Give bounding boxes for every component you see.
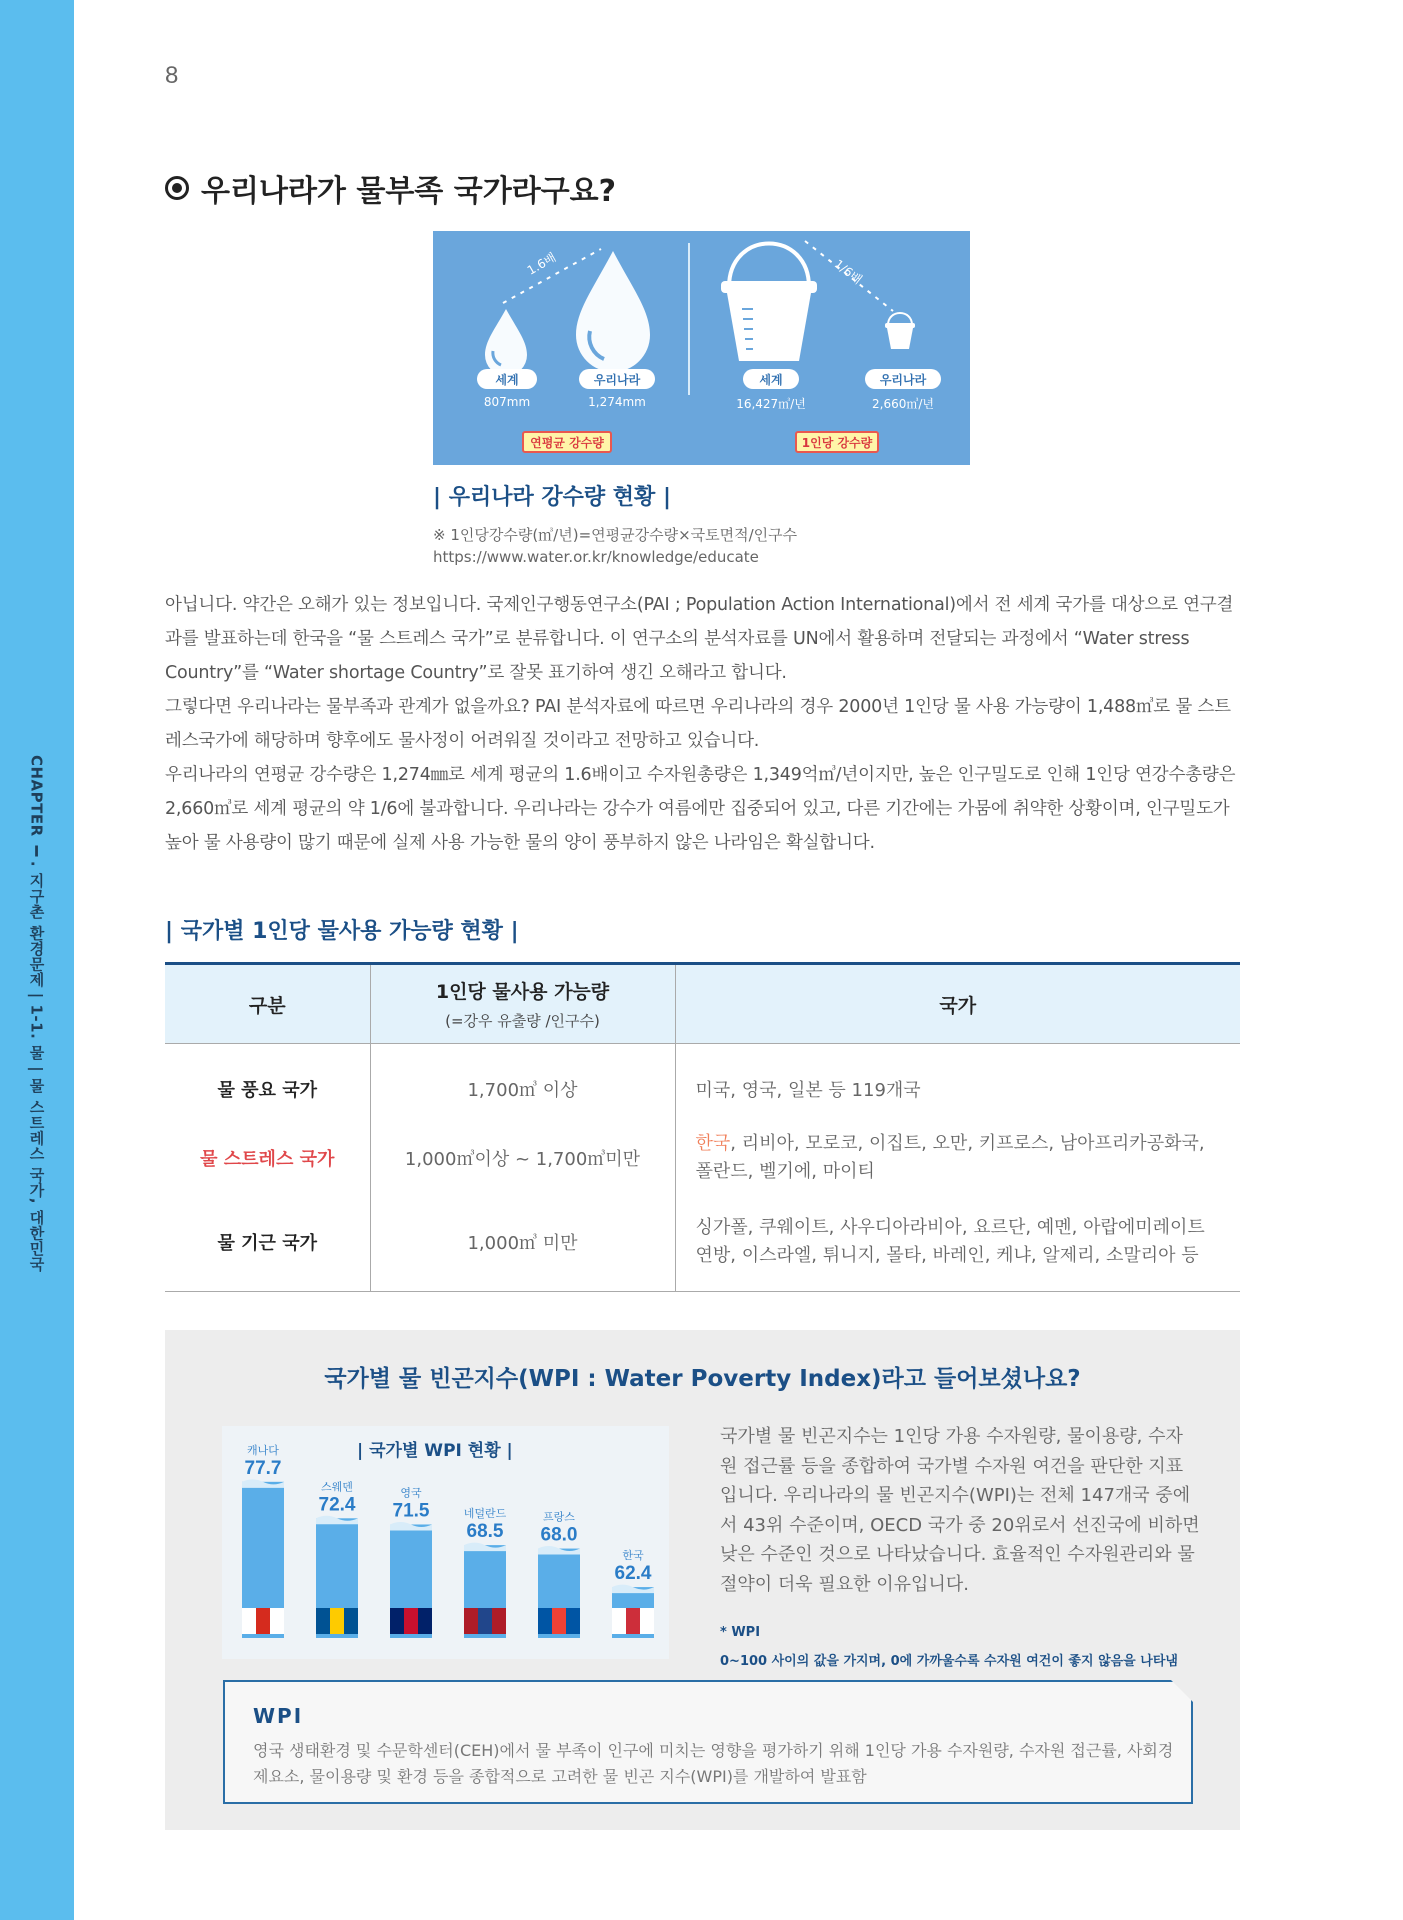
right-world-label: 세계 [743,369,799,389]
wpi-chart-title: | 국가별 WPI 현황 | [357,1441,513,1461]
question-title [165,166,616,210]
question-title-text: 우리나라가 물부족 국가라구요? [201,174,617,209]
figure-divider [688,243,690,395]
korea-drop-icon [576,251,650,372]
left-world-label: 세계 [477,369,537,389]
figure-caption: | 우리나라 강수량 현황 | [433,485,671,510]
row-countries: 싱가폴, 쿠웨이트, 사우디아라비아, 요르단, 예멘, 아랍에미레이트연방, 이스라엘, 튀니지, 몰타, 바레인, 케냐, 알제리, 소말리아 등 [675,1194,1240,1292]
wpi-value-label: 62.4 [614,1563,652,1585]
target-bullet-icon [165,176,189,200]
figure-note [433,524,797,568]
wpi-value-label: 72.4 [318,1494,356,1516]
body-paragraph: 아닙니다. 약간은 오해가 있는 정보입니다. 국제인구행동연구소(PAI ; Population Action International)에서 전 세계 국가를 대상으로 연구결과를 발표하는데 한국을 “물 스트레스 국가”로 분류합니다. 이 연구소의 분석자료를 UN에서 활용하며 전달되는 과정에서 “Water stress Country”를 “Water shortage Country”로 잘못 표기하여 생긴 오해라고 합니다. [165,595,1234,683]
korea-bucket-icon [885,313,915,349]
table-row [165,1194,1240,1292]
wpi-country-label: 스웨덴 [321,1480,353,1494]
header-category: 구분 [165,964,370,1044]
world-drop-icon [485,309,527,376]
korea-highlight: 한국 [695,1132,731,1154]
body-text [165,588,1240,860]
right-korea-label: 우리나라 [865,369,941,389]
chapter-label: CHAPTER Ⅰ. 지구촌 환경문제 | 1-1. 물 | 물 스트레스 국가, 대한민국 [27,755,46,1272]
page-number: 8 [165,62,179,89]
row-countries-rest: , 리비아, 모로코, 이집트, 오만, 키프로스, 남아프리카공화국, 폴란드, 벨기에, 마이티 [695,1132,1205,1182]
wpi-definition-text: 영국 생태환경 및 수문학센터(CEH)에서 물 부족이 인구에 미치는 영향을 평가하기 위해 1인당 가용 수자원량, 수자원 접근률, 사회경제요소, 물이용량 및 환경 등을 종합적으로 고려한 물 빈곤 지수(WPI)를 개발하여 발표함 [253,1741,1174,1786]
flag-icon [538,1608,580,1634]
row-amount: 1,700㎥ 이상 [370,1044,675,1122]
wpi-title: 국가별 물 빈곤지수(WPI : Water Poverty Index)라고 들어보셨나요? [324,1366,1081,1392]
left-korea-label: 우리나라 [579,369,655,389]
side-bar [0,0,74,1920]
left-ratio: 1.6배 [524,250,559,278]
wpi-box [165,1330,1240,1830]
header-amount-title: 1인당 물사용 가능량 [435,981,610,1003]
body-paragraph: 우리나라의 연평균 강수량은 1,274㎜로 세계 평균의 1.6배이고 수자원총량은 1,349억㎥/년이지만, 높은 인구밀도로 인해 1인당 연강수총량은 2,660㎥로 세계 평균의 약 1/6에 불과합니다. 우리나라는 강수가 여름에만 집중되어 있고, 다른 기간에는 가뭄에 취약한 상황이며, 인구밀도가 높아 물 사용량이 많기 때문에 실제 사용 가능한 물의 양이 풍부하지 않은 나라임은 확실합니다. [165,765,1236,853]
wpi-value-label: 71.5 [392,1500,430,1522]
wpi-country-label: 한국 [622,1549,644,1563]
rainfall-figure [433,231,970,465]
flag-icon [242,1608,284,1634]
wpi-description: 국가별 물 빈곤지수는 1인당 가용 수자원량, 물이용량, 수자원 접근률 등을 종합하여 국가별 수자원 여건을 판단한 지표입니다. 우리나라의 물 빈곤지수(WPI)는 전체 147개국 중에서 43위 수준이며, OECD 국가 중 20위로서 선진국에 비하면 낮은 수준인 것으로 나타났습니다. 효율적인 수자원관리와 물절약이 더욱 필요한 이유입니다. [720,1426,1200,1595]
row-countries [675,1122,1240,1194]
header-amount-sub: (=강우 유출량 /인구수) [445,1012,600,1030]
rainfall-illustration [433,231,970,465]
row-category: 물 풍요 국가 [217,1079,317,1101]
world-bucket-icon [721,244,817,362]
right-korea-value: 2,660㎥/년 [872,397,934,411]
body-paragraph: 그렇다면 우리나라는 물부족과 관계가 없을까요? PAI 분석자료에 따르면 우리나라의 경우 2000년 1인당 물 사용 가능량이 1,488㎥로 물 스트레스국가에 해당하며 향후에도 물사정이 어려워질 것이라고 전망하고 있습니다. [165,697,1231,751]
wpi-value-label: 77.7 [244,1457,282,1479]
header-country: 국가 [675,964,1240,1044]
wpi-value-label: 68.0 [540,1524,578,1546]
wpi-value-label: 68.5 [466,1521,504,1543]
right-world-value: 16,427㎥/년 [736,397,806,411]
annual-rainfall-tag: 연평균 강수량 [522,431,612,453]
wpi-country-label: 캐나다 [247,1443,279,1457]
wpi-chart [222,1426,669,1659]
per-capita-rainfall-tag: 1인당 강수량 [795,431,879,453]
left-korea-value: 1,274mm [588,395,646,409]
flag-icon [612,1608,654,1634]
wpi-country-label: 네덜란드 [463,1507,507,1521]
water-availability-table [165,962,1240,1292]
row-amount: 1,000㎥ 미만 [370,1194,675,1292]
row-category: 물 기근 국가 [165,1194,370,1292]
header-amount [370,964,675,1044]
row-countries: 미국, 영국, 일본 등 119개국 [695,1079,921,1101]
row-amount: 1,000㎥이상 ~ 1,700㎥미만 [370,1122,675,1194]
wpi-country-label: 영국 [400,1486,422,1500]
figure-formula: ※ 1인당강수량(㎥/년)=연평균강수량×국토면적/인구수 [433,526,798,544]
table-header-row [165,964,1240,1044]
wpi-definition-title: WPI [253,1704,304,1728]
left-world-value: 807mm [483,395,531,409]
table-row [165,1122,1240,1194]
wpi-country-label: 프랑스 [543,1510,575,1524]
flag-icon [464,1608,506,1634]
wpi-note-text: 0~100 사이의 값을 가지며, 0에 가까울수록 수자원 여건이 좋지 않음을 나타냄 [720,1654,1178,1669]
right-ratio: 1/6배 [831,256,865,287]
flag-icon [316,1608,358,1634]
wpi-note-title: * WPI [720,1625,761,1640]
row-category: 물 스트레스 국가 [200,1148,335,1170]
figure-source-url: https://www.water.or.kr/knowledge/educate [433,548,759,566]
table-row [165,1044,1240,1122]
table-caption: | 국가별 1인당 물사용 가능량 현황 | [165,919,519,944]
wpi-definition-box [223,1680,1193,1804]
flag-icon [390,1608,432,1634]
